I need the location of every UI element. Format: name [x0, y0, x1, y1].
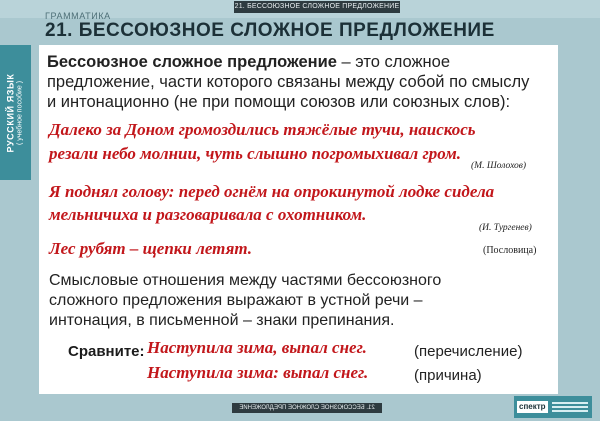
top-strip: 21. БЕССОЮЗНОЕ СЛОЖНОЕ ПРЕДЛОЖЕНИЕ — [234, 1, 400, 13]
example-1-line-2: резали небо молнии, чуть слышно погромыхивал гром. — [49, 144, 462, 163]
publisher-logo — [514, 396, 592, 418]
compare-example-2: Наступила зима: выпал снег. — [147, 363, 369, 382]
compare-example-2-note: (причина) — [414, 367, 482, 384]
definition-line-1 — [47, 52, 529, 72]
explanation — [49, 271, 441, 331]
explanation-line-2: сложного предложения выражают в устной речи – — [49, 292, 423, 309]
example-2-line-1: Я поднял голову: перед огнём на опрокинутой лодке сидела — [49, 182, 495, 201]
subject-label: ГРАММАТИКА — [45, 11, 111, 21]
compare-example-1-note: (перечисление) — [414, 343, 523, 360]
example-3: Лес рубят – щепки летят. — [49, 239, 253, 258]
example-2-source: (И. Тургенев) — [479, 223, 532, 233]
logo-fine-print — [552, 402, 588, 412]
definition-line-3: и интонационно (не при помощи союзов или союзных слов): — [47, 93, 511, 111]
example-3-source: (Пословица) — [483, 245, 537, 256]
example-1-line-1: Далеко за Доном громоздились тяжёлые тучи, наискось — [49, 120, 476, 139]
sidebar-text — [6, 73, 26, 152]
content-panel — [39, 45, 558, 394]
definition-line-2: предложение, части которого связаны между собой по смыслу — [47, 73, 530, 91]
sidebar-title: РУССКИЙ ЯЗЫК — [5, 72, 16, 153]
explanation-line-3: интонация, в письменной – знаки препинания. — [49, 312, 395, 329]
explanation-line-1: Смысловые отношения между частями бессоюзного — [49, 272, 442, 289]
sidebar-subtitle: ( учебное пособие ) — [16, 80, 24, 145]
sidebar-tab — [0, 45, 31, 180]
compare-example-1: Наступила зима, выпал снег. — [147, 338, 367, 357]
page-title: 21. БЕССОЮЗНОЕ СЛОЖНОЕ ПРЕДЛОЖЕНИЕ — [45, 20, 495, 41]
definition-line-1-rest: – это сложное — [336, 53, 451, 71]
definition — [47, 52, 529, 112]
compare-label: Сравните: — [68, 343, 145, 360]
example-2-line-2: мельничиха и разговаривала с охотником. — [49, 205, 367, 224]
bottom-strip: 21. БЕССОЮЗНОЕ СЛОЖНОЕ ПРЕДЛОЖЕНИЕ — [232, 403, 382, 413]
logo-mark: спектр — [519, 402, 546, 411]
definition-term: Бессоюзное сложное предложение — [47, 53, 337, 71]
example-1-source: (М. Шолохов) — [471, 161, 527, 171]
